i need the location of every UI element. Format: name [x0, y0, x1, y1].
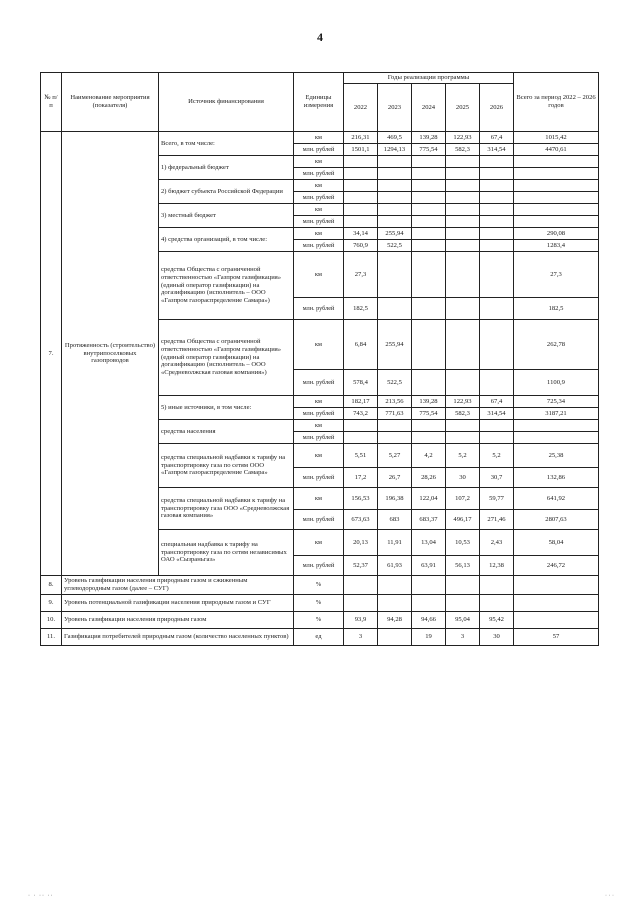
value-cell: 216,31 — [344, 132, 378, 144]
total-cell — [514, 611, 599, 628]
unit-cell: км — [294, 180, 344, 192]
value-cell — [480, 156, 514, 168]
value-cell: 52,37 — [344, 556, 378, 576]
unit-cell: млн. рублей — [294, 144, 344, 156]
value-cell — [412, 370, 446, 396]
unit-cell: км — [294, 488, 344, 510]
total-cell: 2807,63 — [514, 510, 599, 530]
table-body — [41, 132, 599, 646]
value-cell — [412, 298, 446, 320]
header-name: Наименование мероприятия (показателя) — [62, 73, 159, 132]
value-cell: 469,5 — [378, 132, 412, 144]
total-cell — [514, 180, 599, 192]
total-cell — [514, 594, 599, 611]
value-cell — [412, 320, 446, 370]
table-row — [41, 576, 599, 595]
measure-name: Протяженность (строительство) внутрипоселковых газопроводов — [62, 132, 159, 576]
value-cell — [446, 594, 480, 611]
value-cell — [480, 576, 514, 595]
unit-cell: млн. рублей — [294, 408, 344, 420]
value-cell — [480, 204, 514, 216]
unit-cell: км — [294, 396, 344, 408]
value-cell — [378, 180, 412, 192]
value-cell: 27,3 — [344, 252, 378, 298]
total-cell: 132,86 — [514, 468, 599, 488]
value-cell: 182,17 — [344, 396, 378, 408]
total-cell: 641,92 — [514, 488, 599, 510]
value-cell — [446, 240, 480, 252]
unit-cell: км — [294, 204, 344, 216]
value-cell: 683,37 — [412, 510, 446, 530]
table-row — [41, 611, 599, 628]
value-cell: 30,7 — [480, 468, 514, 488]
header-year: 2024 — [412, 84, 446, 132]
value-cell: 743,2 — [344, 408, 378, 420]
value-cell — [412, 432, 446, 444]
funding-source: 5) иные источники, в том числе: — [159, 396, 294, 420]
value-cell — [344, 156, 378, 168]
table-row — [41, 132, 599, 144]
value-cell: 63,91 — [412, 556, 446, 576]
value-cell — [412, 228, 446, 240]
value-cell: 13,04 — [412, 530, 446, 556]
value-cell: 775,54 — [412, 408, 446, 420]
value-cell: 5,2 — [480, 444, 514, 468]
value-cell: 122,93 — [446, 132, 480, 144]
unit-cell: км — [294, 320, 344, 370]
value-cell — [412, 420, 446, 432]
unit-cell: % — [294, 594, 344, 611]
row-number: 9. — [41, 594, 62, 611]
value-cell: 255,94 — [378, 320, 412, 370]
value-cell — [480, 228, 514, 240]
row-number: 11. — [41, 628, 62, 645]
value-cell: 771,63 — [378, 408, 412, 420]
total-cell — [514, 432, 599, 444]
funding-source: Всего, в том числе: — [159, 132, 294, 156]
value-cell: 56,13 — [446, 556, 480, 576]
value-cell — [378, 168, 412, 180]
value-cell — [412, 252, 446, 298]
value-cell — [412, 240, 446, 252]
value-cell — [480, 192, 514, 204]
value-cell — [344, 432, 378, 444]
value-cell: 95,42 — [480, 611, 514, 628]
total-cell: 246,72 — [514, 556, 599, 576]
value-cell — [446, 156, 480, 168]
value-cell: 34,14 — [344, 228, 378, 240]
value-cell — [412, 576, 446, 595]
value-cell — [378, 576, 412, 595]
total-cell: 3187,21 — [514, 408, 599, 420]
header-year: 2025 — [446, 84, 480, 132]
value-cell: 122,04 — [412, 488, 446, 510]
value-cell — [480, 298, 514, 320]
value-cell — [378, 192, 412, 204]
value-cell — [446, 216, 480, 228]
value-cell: 3 — [446, 628, 480, 645]
value-cell: 30 — [446, 468, 480, 488]
value-cell: 582,3 — [446, 408, 480, 420]
value-cell: 26,7 — [378, 468, 412, 488]
header-year: 2022 — [344, 84, 378, 132]
value-cell — [480, 252, 514, 298]
unit-cell: км — [294, 228, 344, 240]
value-cell: 314,54 — [480, 144, 514, 156]
value-cell — [480, 420, 514, 432]
header-year: 2026 — [480, 84, 514, 132]
value-cell — [344, 168, 378, 180]
page-number: 4 — [317, 30, 323, 44]
value-cell: 12,38 — [480, 556, 514, 576]
value-cell: 522,5 — [378, 240, 412, 252]
value-cell: 94,28 — [378, 611, 412, 628]
value-cell — [480, 216, 514, 228]
value-cell — [446, 420, 480, 432]
value-cell: 95,04 — [446, 611, 480, 628]
value-cell — [480, 370, 514, 396]
unit-cell: км — [294, 444, 344, 468]
header-total: Всего за период 2022 – 2026 годов — [514, 73, 599, 132]
unit-cell: млн. рублей — [294, 432, 344, 444]
funding-source: 3) местный бюджет — [159, 204, 294, 228]
value-cell — [344, 576, 378, 595]
value-cell — [412, 180, 446, 192]
value-cell — [378, 298, 412, 320]
value-cell — [344, 594, 378, 611]
header-unit: Единицы измерения — [294, 73, 344, 132]
value-cell — [446, 180, 480, 192]
funding-source: 2) бюджет субъекта Российской Федерации — [159, 180, 294, 204]
total-cell: 58,04 — [514, 530, 599, 556]
unit-cell: млн. рублей — [294, 298, 344, 320]
value-cell — [446, 298, 480, 320]
value-cell: 3 — [344, 628, 378, 645]
value-cell: 314,54 — [480, 408, 514, 420]
funding-source: средства населения — [159, 420, 294, 444]
unit-cell: км — [294, 132, 344, 144]
value-cell — [378, 216, 412, 228]
value-cell: 4,2 — [412, 444, 446, 468]
value-cell — [480, 594, 514, 611]
value-cell: 17,2 — [344, 468, 378, 488]
unit-cell: млн. рублей — [294, 468, 344, 488]
unit-cell: км — [294, 156, 344, 168]
value-cell: 196,38 — [378, 488, 412, 510]
total-cell: 182,5 — [514, 298, 599, 320]
funding-source: 4) средства организаций, в том числе: — [159, 228, 294, 252]
value-cell — [446, 370, 480, 396]
value-cell: 5,27 — [378, 444, 412, 468]
value-cell: 59,77 — [480, 488, 514, 510]
value-cell: 683 — [378, 510, 412, 530]
value-cell: 255,94 — [378, 228, 412, 240]
value-cell — [378, 252, 412, 298]
value-cell: 5,2 — [446, 444, 480, 468]
unit-cell: км — [294, 420, 344, 432]
row-number: 8. — [41, 576, 62, 595]
unit-cell: млн. рублей — [294, 192, 344, 204]
value-cell — [446, 192, 480, 204]
value-cell: 522,5 — [378, 370, 412, 396]
unit-cell: % — [294, 611, 344, 628]
value-cell: 6,84 — [344, 320, 378, 370]
total-cell — [514, 216, 599, 228]
value-cell: 107,2 — [446, 488, 480, 510]
total-cell: 1283,4 — [514, 240, 599, 252]
unit-cell: млн. рублей — [294, 216, 344, 228]
value-cell: 28,26 — [412, 468, 446, 488]
value-cell — [480, 320, 514, 370]
value-cell — [446, 204, 480, 216]
value-cell — [446, 228, 480, 240]
value-cell — [480, 432, 514, 444]
funding-source: средства Общества с ограниченной ответственностью «Газпром газификация» (единый оператор газификации) на догазификацию (исполнитель – ООО «Газпром газораспределение Самара») — [159, 252, 294, 320]
value-cell: 19 — [412, 628, 446, 645]
value-cell — [412, 594, 446, 611]
total-cell: 725,34 — [514, 396, 599, 408]
value-cell: 11,91 — [378, 530, 412, 556]
indicator-name: Уровень газификации населения природным газом и сжиженным углеводородным газом (далее – СУГ) — [62, 576, 294, 595]
value-cell — [446, 252, 480, 298]
funding-source: 1) федеральный бюджет — [159, 156, 294, 180]
value-cell — [480, 168, 514, 180]
value-cell — [378, 628, 412, 645]
funding-source: средства специальной надбавки к тарифу на транспортировку газа по сетям ООО «Газпром газораспределение Самара» — [159, 444, 294, 488]
value-cell: 122,93 — [446, 396, 480, 408]
total-cell: 4470,61 — [514, 144, 599, 156]
value-cell: 578,4 — [344, 370, 378, 396]
value-cell — [412, 192, 446, 204]
value-cell: 139,28 — [412, 396, 446, 408]
value-cell: 1294,13 — [378, 144, 412, 156]
funding-source: специальная надбавка к тарифу на транспортировку газа по сетям независимых ОАО «Сызраньгаз» — [159, 530, 294, 576]
total-cell: 1100,9 — [514, 370, 599, 396]
total-cell: 1015,42 — [514, 132, 599, 144]
indicator-name: Газификация потребителей природным газом (количество населенных пунктов) — [62, 628, 294, 645]
header-num: № п/п — [41, 73, 62, 132]
funding-source: средства специальной надбавки к тарифу на транспортировку газа ООО «Средневолжская газовая компания» — [159, 488, 294, 530]
unit-cell: млн. рублей — [294, 556, 344, 576]
value-cell — [480, 240, 514, 252]
value-cell — [412, 168, 446, 180]
value-cell — [378, 420, 412, 432]
unit-cell: млн. рублей — [294, 168, 344, 180]
unit-cell: км — [294, 530, 344, 556]
value-cell — [378, 594, 412, 611]
header-year: 2023 — [378, 84, 412, 132]
table-row — [41, 628, 599, 645]
total-cell — [514, 576, 599, 595]
header-years-title: Годы реализации программы — [344, 73, 514, 84]
value-cell: 2,43 — [480, 530, 514, 556]
value-cell: 582,3 — [446, 144, 480, 156]
value-cell: 496,17 — [446, 510, 480, 530]
value-cell — [344, 420, 378, 432]
value-cell: 760,9 — [344, 240, 378, 252]
value-cell: 93,9 — [344, 611, 378, 628]
row-number: 7. — [41, 132, 62, 576]
total-cell: 25,38 — [514, 444, 599, 468]
value-cell: 673,63 — [344, 510, 378, 530]
total-cell: 290,08 — [514, 228, 599, 240]
value-cell: 1501,1 — [344, 144, 378, 156]
value-cell — [344, 204, 378, 216]
header-source: Источник финансирования — [159, 73, 294, 132]
scan-artifact-right: · · · — [605, 893, 614, 899]
unit-cell: км — [294, 252, 344, 298]
value-cell: 10,53 — [446, 530, 480, 556]
value-cell — [480, 180, 514, 192]
total-cell — [514, 156, 599, 168]
value-cell: 94,66 — [412, 611, 446, 628]
table-row — [41, 594, 599, 611]
value-cell — [446, 168, 480, 180]
total-cell: 27,3 — [514, 252, 599, 298]
total-cell — [514, 204, 599, 216]
value-cell: 61,93 — [378, 556, 412, 576]
unit-cell: млн. рублей — [294, 240, 344, 252]
total-cell: 57 — [514, 628, 599, 645]
value-cell — [412, 156, 446, 168]
program-table — [40, 72, 599, 646]
value-cell — [446, 432, 480, 444]
value-cell: 182,5 — [344, 298, 378, 320]
value-cell: 271,46 — [480, 510, 514, 530]
unit-cell: млн. рублей — [294, 370, 344, 396]
value-cell: 775,54 — [412, 144, 446, 156]
value-cell — [446, 576, 480, 595]
total-cell: 262,78 — [514, 320, 599, 370]
row-number: 10. — [41, 611, 62, 628]
value-cell — [344, 216, 378, 228]
funding-source: средства Общества с ограниченной ответственностью «Газпром газификация» (единый оператор газификации) на догазификацию (исполнитель – ООО «Средневолжская газовая компания») — [159, 320, 294, 396]
scan-artifact-left: · · ·· ·· — [28, 893, 54, 899]
value-cell: 156,53 — [344, 488, 378, 510]
unit-cell: ед — [294, 628, 344, 645]
value-cell: 30 — [480, 628, 514, 645]
value-cell: 67,4 — [480, 396, 514, 408]
value-cell — [412, 216, 446, 228]
value-cell: 5,51 — [344, 444, 378, 468]
unit-cell: млн. рублей — [294, 510, 344, 530]
value-cell — [378, 156, 412, 168]
value-cell — [344, 192, 378, 204]
value-cell — [412, 204, 446, 216]
value-cell: 67,4 — [480, 132, 514, 144]
value-cell — [446, 320, 480, 370]
total-cell — [514, 420, 599, 432]
value-cell: 213,56 — [378, 396, 412, 408]
value-cell — [344, 180, 378, 192]
value-cell: 20,13 — [344, 530, 378, 556]
value-cell — [378, 432, 412, 444]
indicator-name: Уровень потенциальной газификации населения природным газом и СУГ — [62, 594, 294, 611]
total-cell — [514, 168, 599, 180]
indicator-name: Уровень газификации населения природным газом — [62, 611, 294, 628]
unit-cell: % — [294, 576, 344, 595]
total-cell — [514, 192, 599, 204]
value-cell — [378, 204, 412, 216]
value-cell: 139,28 — [412, 132, 446, 144]
